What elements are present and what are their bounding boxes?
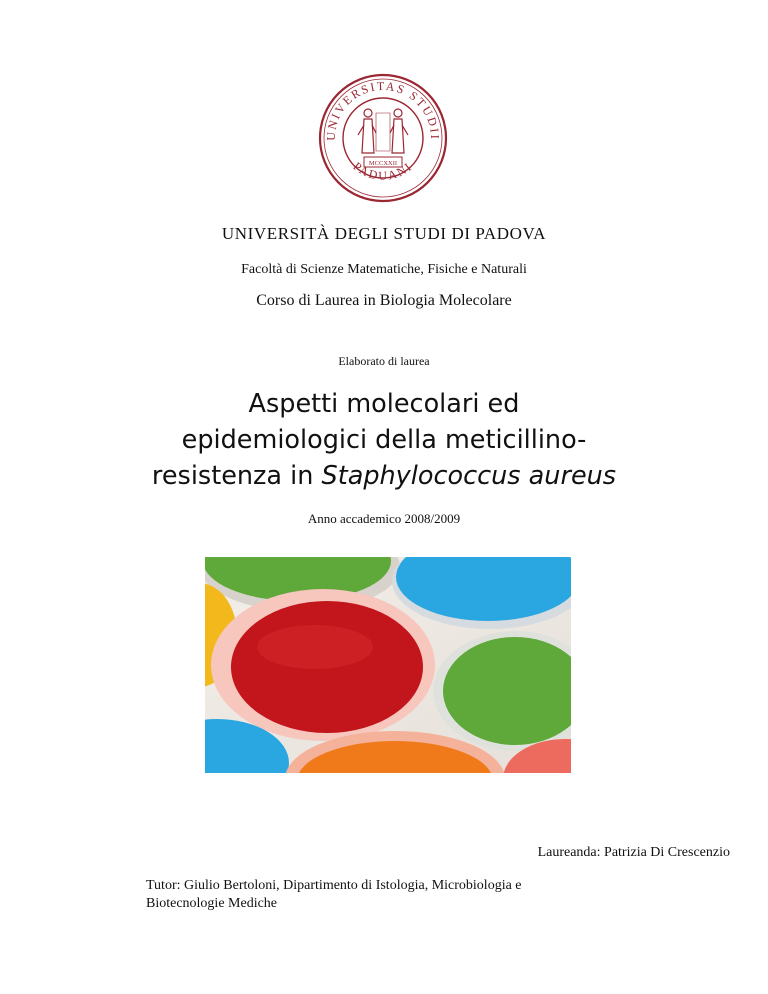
- tutor-line-2: Biotecnologie Mediche: [146, 896, 278, 911]
- course-name: Corso di Laurea in Biologia Molecolare: [256, 292, 512, 309]
- faculty-name: Facoltà di Scienze Matematiche, Fisiche e Naturali: [241, 262, 527, 277]
- university-name: UNIVERSITÀ DEGLI STUDI DI PADOVA: [221, 224, 547, 243]
- tutor-info: [146, 877, 666, 913]
- title-line-2: epidemiologici della meticillino-: [181, 425, 587, 455]
- thesis-type: Elaborato di laurea: [338, 354, 430, 368]
- tutor-line-1: Tutor: Giulio Bertoloni, Dipartimento di Istologia, Microbiologia e: [146, 878, 522, 893]
- svg-text:PADUANI: PADUANI: [350, 159, 416, 183]
- university-seal-icon: [318, 73, 448, 203]
- thesis-title: [0, 386, 768, 494]
- svg-text:UNIVERSITAS STUDII: UNIVERSITAS STUDII: [323, 78, 443, 142]
- seal-year: MCCXXII: [368, 160, 398, 167]
- academic-year: Anno accademico 2008/2009: [307, 511, 461, 526]
- title-line-3: [0, 458, 768, 494]
- petri-dishes-photo: [205, 557, 571, 773]
- title-line-1: Aspetti molecolari ed: [248, 389, 520, 419]
- title-species: Staphylococcus aureus: [321, 461, 617, 491]
- graduate-name: Laureanda: Patrizia Di Crescenzio: [537, 845, 730, 860]
- title-line-3-prefix: resistenza in: [151, 461, 322, 491]
